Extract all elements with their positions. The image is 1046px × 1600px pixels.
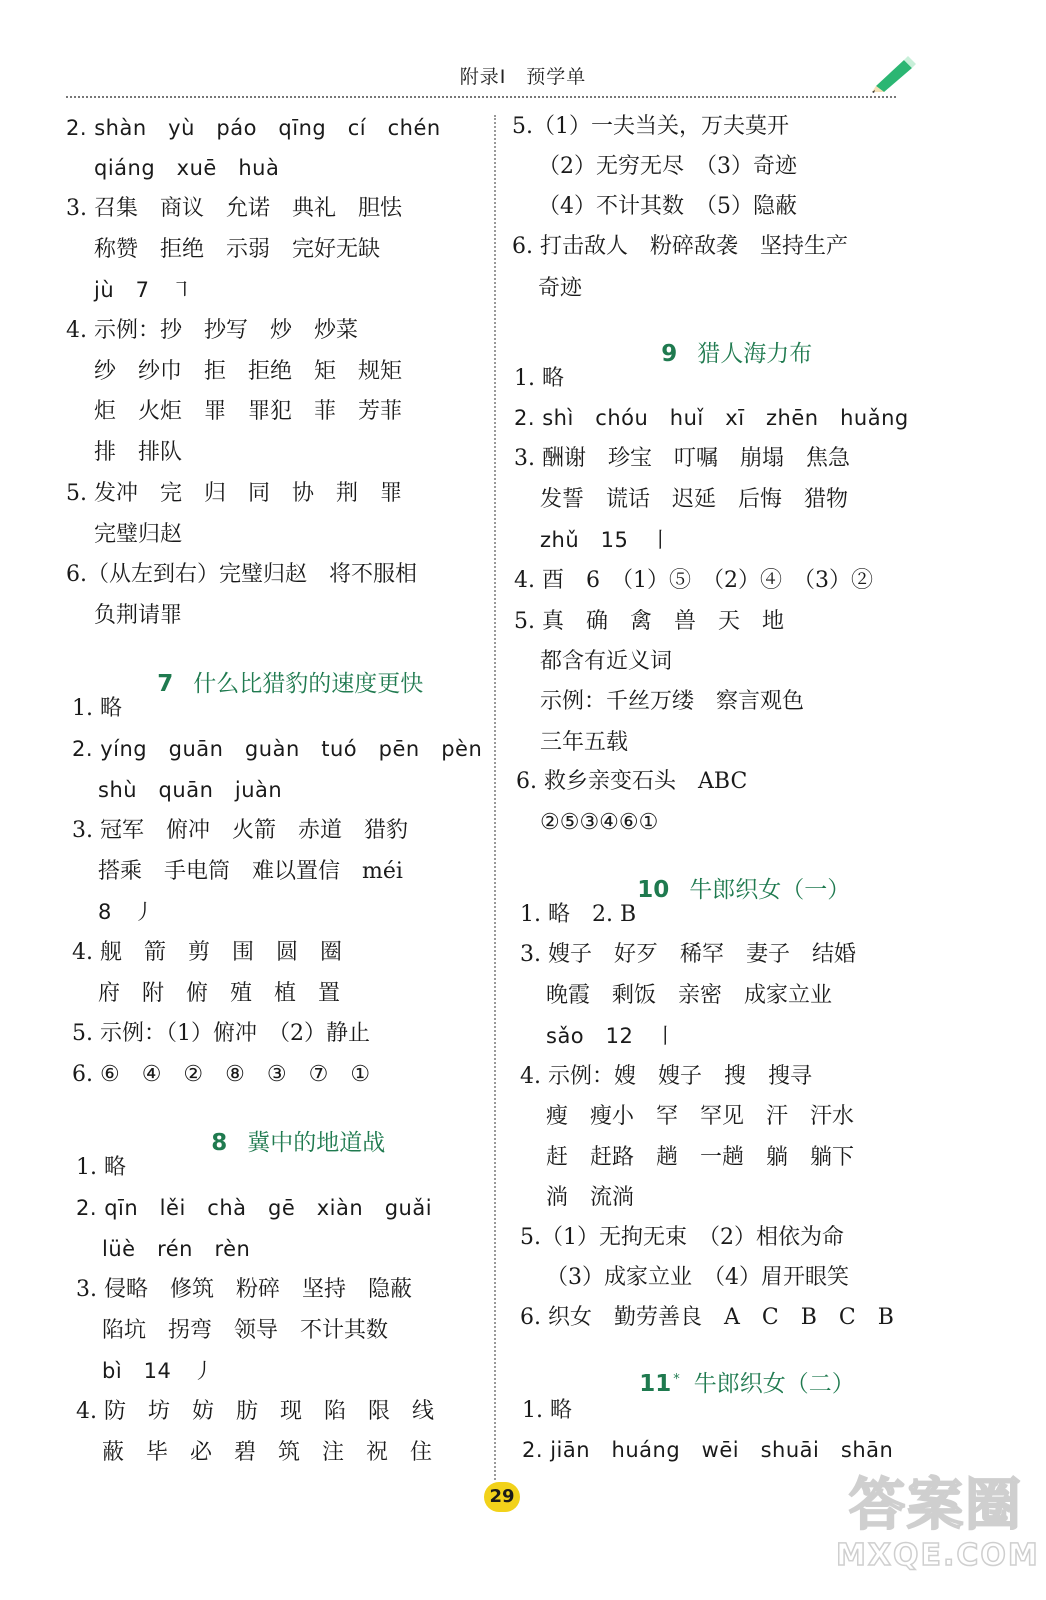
answer-line: 5. 示例：（1）俯冲 （2）静止 [72, 1021, 370, 1046]
answer-line: 1. 略 [522, 1398, 572, 1423]
answer-line: 负荆请罪 [94, 603, 183, 628]
page-header [0, 0, 1046, 100]
answer-line: 5.（1）无拘无束 （2）相依为命 [520, 1225, 844, 1250]
watermark-url: MXQE.COM [836, 1538, 1040, 1573]
answer-line: 1. 略 [76, 1155, 126, 1180]
answer-line: 3. 侵略 修筑 粉碎 坚持 隐蔽 [76, 1277, 412, 1302]
answer-line: 奇迹 [538, 276, 583, 301]
answer-line: 2. qīn lěi chà gē xiàn guǎi [76, 1196, 433, 1220]
answer-line: 搭乘 手电筒 难以置信 méi [98, 859, 403, 884]
header-dotted-rule [66, 96, 896, 98]
answer-line: 府 附 俯 殖 植 置 [98, 981, 341, 1006]
answer-line: jù 7 ㇕ [94, 278, 193, 302]
answer-line: zhǔ 15 丨 [540, 528, 672, 552]
answer-line: 完璧归赵 [94, 522, 183, 547]
answer-line: 4. 示例：抄 抄写 炒 炒菜 [66, 318, 358, 343]
answer-line: 1. 略 [72, 696, 122, 721]
lesson-number: 8 [211, 1130, 228, 1156]
answer-line: 3. 冠军 俯冲 火箭 赤道 猎豹 [72, 818, 408, 843]
answer-line: 赶 赶路 趟 一趟 躺 躺下 [546, 1145, 855, 1170]
lesson-title-10 [608, 856, 850, 925]
answer-line: 6. 织女 勤劳善良 A C B C B [520, 1305, 894, 1330]
lesson-name: 牛郎织女（二） [693, 1371, 855, 1397]
answer-line: 5. 发冲 完 归 同 协 荆 罪 [66, 481, 402, 506]
answer-line: 三年五载 [540, 730, 629, 755]
answer-line: 4. 酉 6 （1）⑤ （2）④ （3）② [514, 568, 873, 593]
lesson-number: 9 [661, 341, 678, 367]
answer-line: ②⑤③④⑥① [540, 810, 659, 835]
page-number: 29 [484, 1482, 520, 1512]
answer-line: 3. 嫂子 好歹 稀罕 妻子 结婚 [520, 942, 856, 967]
lesson-title-7 [128, 650, 423, 719]
answer-line: 晚霞 剩饭 亲密 成家立业 [546, 983, 833, 1008]
answer-line: 4. 防 坊 妨 肪 现 陷 限 线 [76, 1399, 434, 1424]
answer-line: 炬 火炬 罪 罪犯 菲 芳菲 [94, 399, 403, 424]
answer-line: 1. 略 2. B [520, 902, 637, 927]
answer-line: 5. 真 确 禽 兽 天 地 [514, 609, 784, 634]
answer-line: 6. 救乡亲变石头 ABC [516, 769, 748, 794]
answer-line: 3. 酬谢 珍宝 叮嘱 崩塌 焦急 [514, 446, 850, 471]
lesson-name: 什么比猎豹的速度更快 [193, 671, 424, 697]
answer-line: qiáng xuē huà [94, 156, 280, 180]
answer-line: 2. yíng guān guàn tuó pēn pèn [72, 737, 483, 761]
answer-line: 8 丿 [98, 900, 155, 924]
answer-line: 发誓 谎话 迟延 后悔 猎物 [540, 487, 849, 512]
answer-line: 3. 召集 商议 允诺 典礼 胆怯 [66, 196, 402, 221]
answer-line: 2. shì chóu huǐ xī zhēn huǎng [514, 406, 909, 430]
answer-line: （2）无穷无尽 （3）奇迹 [538, 154, 797, 179]
column-divider [494, 115, 496, 1480]
answer-line: 淌 流淌 [546, 1185, 635, 1210]
answer-line: 称赞 拒绝 示弱 完好无缺 [94, 237, 381, 262]
lesson-title-9 [632, 320, 812, 389]
answer-line: shù quān juàn [98, 778, 283, 802]
answer-line: 陷坑 拐弯 领导 不计其数 [102, 1318, 389, 1343]
answer-line: （4）不计其数 （5）隐蔽 [538, 194, 797, 219]
answer-line: 6. 打击敌人 粉碎敌袭 坚持生产 [512, 234, 848, 259]
answer-line: 4. 示例：嫂 嫂子 搜 搜寻 [520, 1064, 812, 1089]
lesson-number: 7 [157, 671, 174, 697]
watermark [836, 1473, 1040, 1596]
answer-line: 蔽 毕 必 碧 筑 注 祝 住 [102, 1440, 433, 1465]
answer-line: 2. jiān huáng wēi shuāi shān [522, 1438, 894, 1462]
answer-line: 6. ⑥ ④ ② ⑧ ③ ⑦ ① [72, 1062, 371, 1087]
answer-line: （3）成家立业 （4）眉开眼笑 [546, 1265, 849, 1290]
answer-line: 2. shàn yù páo qīng cí chén [66, 116, 441, 140]
lesson-name: 牛郎织女（一） [689, 877, 851, 903]
lesson-number: 11 [639, 1371, 672, 1397]
lesson-name: 冀中的地道战 [247, 1130, 386, 1156]
answer-line: 5.（1）一夫当关，万夫莫开 [512, 114, 789, 139]
answer-line: 6.（从左到右）完璧归赵 将不服相 [66, 562, 417, 587]
answer-line: 排 排队 [94, 440, 183, 465]
answer-line: bì 14 丿 [102, 1359, 215, 1383]
answer-line: 示例：千丝万缕 察言观色 [540, 689, 805, 714]
answer-line: sǎo 12 丨 [546, 1024, 677, 1048]
lesson-title-8 [182, 1109, 385, 1178]
answer-line: 纱 纱巾 拒 拒绝 矩 规矩 [94, 359, 403, 384]
lesson-number: 10 [637, 877, 670, 903]
lesson-name: 猎人海力布 [697, 341, 813, 367]
answer-line: 4. 舰 箭 剪 围 圆 圈 [72, 940, 342, 965]
answer-line: 都含有近义词 [540, 649, 673, 674]
answer-line: lüè rén rèn [102, 1237, 251, 1261]
answer-line: 1. 略 [514, 366, 564, 391]
header-title: 附录Ⅰ 预学单 [459, 66, 587, 88]
lesson-title-11 [610, 1350, 855, 1419]
answer-line: 瘦 瘦小 罕 罕见 汗 汗水 [546, 1104, 855, 1129]
pencil-icon [868, 52, 918, 94]
watermark-logo: 答案圈 [849, 1473, 1023, 1538]
optional-star: * [673, 1372, 680, 1387]
